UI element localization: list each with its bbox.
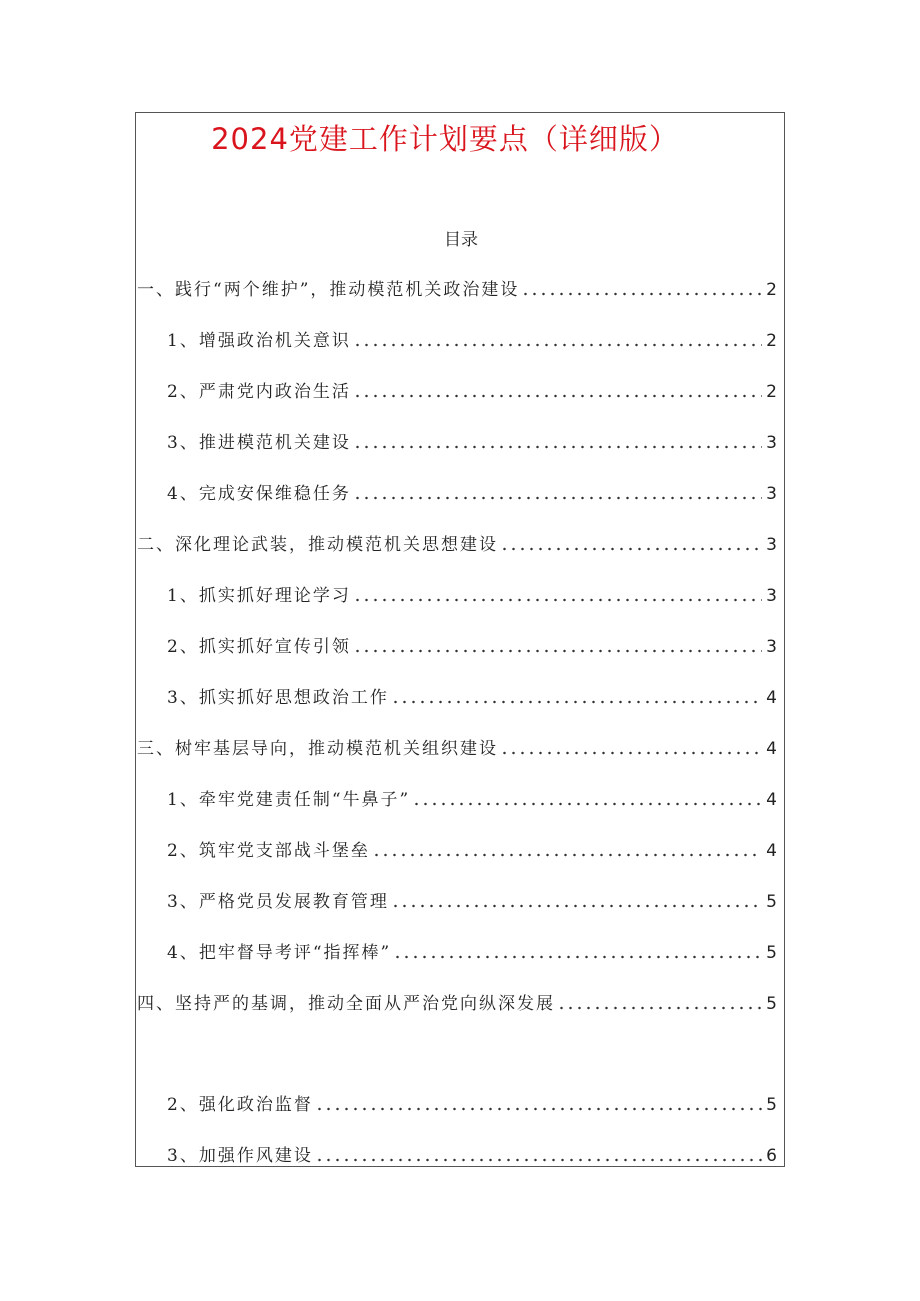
toc-subsection-entry[interactable]: [137, 888, 777, 914]
toc-entry-label: 4、把牢督导考评“指挥棒”: [167, 943, 392, 963]
toc-dot-leader: [353, 343, 762, 347]
toc-entry-label: 1、抓实抓好理论学习: [167, 586, 351, 606]
toc-subsection-entry[interactable]: [137, 1142, 777, 1168]
toc-dot-leader: [353, 394, 762, 398]
toc-entry-label: 1、牵牢党建责任制“牛鼻子”: [167, 790, 411, 810]
toc-entry-label: 2、严肃党内政治生活: [167, 382, 351, 402]
toc-page-number: 3: [766, 586, 777, 606]
toc-section-entry[interactable]: [137, 735, 777, 761]
toc-entry-label: 1、增强政治机关意识: [167, 331, 351, 351]
toc-dot-leader: [391, 700, 762, 704]
toc-subsection-entry[interactable]: [137, 786, 777, 812]
toc-subsection-entry[interactable]: [137, 684, 777, 710]
toc-entry-label: 四、坚持严的基调，推动全面从严治党向纵深发展: [137, 994, 555, 1014]
toc-page-number: 5: [766, 892, 777, 912]
toc-page-number: 4: [766, 841, 777, 861]
toc-page-number: 2: [766, 382, 777, 402]
toc-page-number: 3: [766, 535, 777, 555]
toc-subsection-entry[interactable]: [137, 327, 777, 353]
document-title: 2024党建工作计划要点（详细版）: [211, 122, 679, 156]
toc-subsection-entry[interactable]: [137, 582, 777, 608]
toc-dot-leader: [315, 1107, 762, 1111]
toc-entry-label: 2、强化政治监督: [167, 1095, 313, 1115]
toc-entry-label: 三、树牢基层导向，推动模范机关组织建设: [137, 739, 498, 759]
toc-entry-label: 3、加强作风建设: [167, 1146, 313, 1166]
toc-subsection-entry[interactable]: [137, 837, 777, 863]
toc-dot-leader: [391, 904, 762, 908]
toc-dot-leader: [500, 547, 762, 551]
toc-subsection-entry[interactable]: [137, 939, 777, 965]
toc-dot-leader: [353, 598, 762, 602]
toc-entry-label: 一、践行“两个维护”，推动模范机关政治建设: [137, 280, 520, 300]
toc-dot-leader: [353, 649, 762, 653]
toc-dot-leader: [372, 853, 762, 857]
toc-dot-leader: [557, 1006, 762, 1010]
toc-subsection-entry[interactable]: [137, 633, 777, 659]
toc-dot-leader: [393, 955, 762, 959]
toc-entry-label: 二、深化理论武装，推动模范机关思想建设: [137, 535, 498, 555]
toc-page-number: 4: [766, 688, 777, 708]
toc-page-number: 4: [766, 790, 777, 810]
toc-subsection-entry[interactable]: [137, 378, 777, 404]
toc-page-number: 3: [766, 484, 777, 504]
toc-dot-leader: [315, 1158, 762, 1162]
toc-page-number: 2: [766, 280, 777, 300]
toc-page-number: 4: [766, 739, 777, 759]
toc-dot-leader: [521, 292, 762, 296]
toc-dot-leader: [412, 802, 762, 806]
toc-entry-label: 2、抓实抓好宣传引领: [167, 637, 351, 657]
toc-page-number: 3: [766, 433, 777, 453]
toc-page-number: 5: [766, 994, 777, 1014]
toc-heading: 目录: [444, 230, 478, 250]
toc-subsection-entry[interactable]: [137, 1091, 777, 1117]
toc-entry-label: 4、完成安保维稳任务: [167, 484, 351, 504]
toc-dot-leader: [353, 496, 762, 500]
toc-dot-leader: [500, 751, 762, 755]
toc-dot-leader: [353, 445, 762, 449]
toc-subsection-entry[interactable]: [137, 480, 777, 506]
toc-entry-label: 3、推进模范机关建设: [167, 433, 351, 453]
toc-entry-label: 2、筑牢党支部战斗堡垒: [167, 841, 370, 861]
toc-page-number: 3: [766, 637, 777, 657]
toc-section-entry[interactable]: [137, 276, 777, 302]
toc-section-entry[interactable]: [137, 531, 777, 557]
toc-entry-label: 3、抓实抓好思想政治工作: [167, 688, 389, 708]
toc-entry-label: 3、严格党员发展教育管理: [167, 892, 389, 912]
toc-page-number: 6: [766, 1146, 777, 1166]
toc-page-number: 2: [766, 331, 777, 351]
toc-section-entry[interactable]: [137, 990, 777, 1016]
toc-page-number: 5: [766, 1095, 777, 1115]
toc-page-number: 5: [766, 943, 777, 963]
toc-subsection-entry[interactable]: [137, 429, 777, 455]
